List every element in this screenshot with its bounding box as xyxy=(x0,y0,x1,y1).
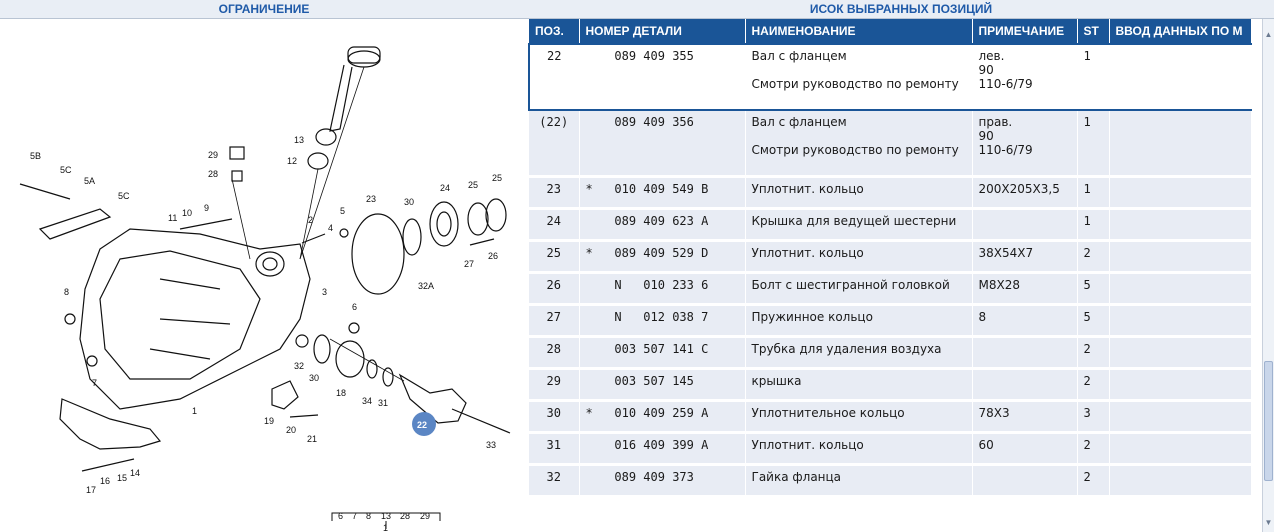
col-part-number[interactable]: НОМЕР ДЕТАЛИ xyxy=(579,19,745,44)
svg-text:32: 32 xyxy=(294,361,305,371)
svg-text:1: 1 xyxy=(383,523,389,532)
cell-note: M8X28 xyxy=(972,272,1077,304)
svg-text:27: 27 xyxy=(464,259,475,269)
cell-name: Вал с фланцем Смотри руководство по ремонту xyxy=(745,44,972,110)
scroll-up-icon[interactable]: ▲ xyxy=(1264,30,1273,39)
cell-name: крышка xyxy=(745,368,972,400)
table-row[interactable] xyxy=(529,368,1251,400)
table-header-row xyxy=(529,19,1251,44)
cell-name: Болт с шестигранной головкой xyxy=(745,272,972,304)
selected-positions-header xyxy=(528,0,1274,19)
cell-data-input[interactable] xyxy=(1109,240,1251,272)
cell-position: 23 xyxy=(529,176,579,208)
table-row[interactable] xyxy=(529,240,1251,272)
svg-text:10: 10 xyxy=(182,208,193,218)
cell-note: 38X54X7 xyxy=(972,240,1077,272)
cell-st: 3 xyxy=(1077,400,1109,432)
diagram-panel-title: ОГРАНИЧЕНИЕ xyxy=(218,2,310,16)
svg-text:25: 25 xyxy=(492,173,503,183)
cell-position: 32 xyxy=(529,464,579,496)
svg-text:5C: 5C xyxy=(60,165,72,175)
col-note[interactable]: ПРИМЕЧАНИЕ xyxy=(972,19,1077,44)
cell-position: 27 xyxy=(529,304,579,336)
cell-st: 2 xyxy=(1077,368,1109,400)
cell-st: 5 xyxy=(1077,304,1109,336)
cell-data-input[interactable] xyxy=(1109,110,1251,176)
cell-data-input[interactable] xyxy=(1109,400,1251,432)
svg-text:15: 15 xyxy=(117,473,128,483)
cell-part-number: 089 409 373 xyxy=(579,464,745,496)
svg-text:21: 21 xyxy=(307,434,318,444)
svg-text:14: 14 xyxy=(130,468,141,478)
table-row[interactable] xyxy=(529,176,1251,208)
cell-name: Гайка фланца xyxy=(745,464,972,496)
cell-name: Уплотнительное кольцо xyxy=(745,400,972,432)
cell-name: Вал с фланцем Смотри руководство по ремонту xyxy=(745,110,972,176)
cell-note: 8 xyxy=(972,304,1077,336)
cell-note: прав. 90 110-6/79 xyxy=(972,110,1077,176)
cell-position: 24 xyxy=(529,208,579,240)
cell-data-input[interactable] xyxy=(1109,304,1251,336)
cell-part-number: N 012 038 7 xyxy=(579,304,745,336)
cell-position: 29 xyxy=(529,368,579,400)
table-row[interactable] xyxy=(529,400,1251,432)
cell-part-number: * 010 409 549 B xyxy=(579,176,745,208)
cell-part-number: 089 409 356 xyxy=(579,110,745,176)
svg-text:5C: 5C xyxy=(118,191,130,201)
cell-data-input[interactable] xyxy=(1109,432,1251,464)
diagram-panel-header xyxy=(0,0,528,19)
svg-text:17: 17 xyxy=(86,485,97,495)
svg-text:4: 4 xyxy=(328,223,334,233)
cell-part-number: * 089 409 529 D xyxy=(579,240,745,272)
svg-text:5B: 5B xyxy=(30,151,42,161)
table-row[interactable] xyxy=(529,336,1251,368)
col-st[interactable]: ST xyxy=(1077,19,1109,44)
svg-text:30: 30 xyxy=(404,197,415,207)
cell-data-input[interactable] xyxy=(1109,176,1251,208)
cell-note: 78X3 xyxy=(972,400,1077,432)
cell-data-input[interactable] xyxy=(1109,44,1251,110)
cell-position: (22) xyxy=(529,110,579,176)
cell-st: 1 xyxy=(1077,110,1109,176)
cell-note: лев. 90 110-6/79 xyxy=(972,44,1077,110)
footer-reference xyxy=(332,511,440,532)
cell-st: 5 xyxy=(1077,272,1109,304)
svg-text:29: 29 xyxy=(420,511,431,521)
svg-text:32A: 32A xyxy=(418,281,435,291)
col-name[interactable]: НАИМЕНОВАНИЕ xyxy=(745,19,972,44)
cell-part-number: 016 409 399 A xyxy=(579,432,745,464)
cell-position: 25 xyxy=(529,240,579,272)
svg-text:16: 16 xyxy=(100,476,111,486)
cell-note xyxy=(972,368,1077,400)
svg-text:18: 18 xyxy=(336,388,347,398)
gearbox-exploded-view[interactable] xyxy=(0,19,528,532)
svg-text:11: 11 xyxy=(168,213,178,223)
svg-text:19: 19 xyxy=(264,416,275,426)
svg-text:5A: 5A xyxy=(84,176,96,186)
cell-position: 22 xyxy=(529,44,579,110)
parts-diagram[interactable] xyxy=(0,19,528,532)
cell-name: Крышка для ведущей шестерни xyxy=(745,208,972,240)
cell-st: 2 xyxy=(1077,432,1109,464)
svg-text:22: 22 xyxy=(417,420,428,430)
cell-data-input[interactable] xyxy=(1109,208,1251,240)
cell-name: Уплотнит. кольцо xyxy=(745,432,972,464)
cell-st: 2 xyxy=(1077,464,1109,496)
svg-text:8: 8 xyxy=(64,287,70,297)
svg-text:8: 8 xyxy=(366,511,372,521)
table-row[interactable] xyxy=(529,44,1251,110)
table-row[interactable] xyxy=(529,272,1251,304)
svg-text:13: 13 xyxy=(381,511,392,521)
svg-text:7: 7 xyxy=(352,511,358,521)
svg-text:6: 6 xyxy=(338,511,344,521)
cell-st: 2 xyxy=(1077,240,1109,272)
cell-data-input[interactable] xyxy=(1109,272,1251,304)
table-row[interactable] xyxy=(529,432,1251,464)
cell-st: 2 xyxy=(1077,336,1109,368)
cell-position: 28 xyxy=(529,336,579,368)
svg-text:28: 28 xyxy=(400,511,411,521)
svg-text:7: 7 xyxy=(92,378,98,388)
parts-table xyxy=(528,19,1252,498)
cell-note: 200X205X3,5 xyxy=(972,176,1077,208)
svg-text:12: 12 xyxy=(287,156,298,166)
svg-text:26: 26 xyxy=(488,251,499,261)
col-data-input[interactable]: ВВОД ДАННЫХ ПО М xyxy=(1109,19,1251,44)
svg-text:1: 1 xyxy=(192,406,198,416)
svg-text:25: 25 xyxy=(468,180,479,190)
svg-text:30: 30 xyxy=(309,373,320,383)
cell-st: 1 xyxy=(1077,208,1109,240)
cell-position: 26 xyxy=(529,272,579,304)
table-row[interactable] xyxy=(529,464,1251,496)
selected-positions-title: ИСОК ВЫБРАННЫХ ПОЗИЦИЙ xyxy=(809,2,993,16)
col-position[interactable]: ПОЗ. xyxy=(529,19,579,44)
svg-text:34: 34 xyxy=(362,396,373,406)
svg-text:2: 2 xyxy=(308,215,314,225)
svg-text:5: 5 xyxy=(340,206,346,216)
svg-text:13: 13 xyxy=(294,135,305,145)
cell-part-number: 003 507 145 xyxy=(579,368,745,400)
cell-data-input[interactable] xyxy=(1109,464,1251,496)
cell-name: Уплотнит. кольцо xyxy=(745,176,972,208)
svg-text:20: 20 xyxy=(286,425,297,435)
cell-part-number: 003 507 141 C xyxy=(579,336,745,368)
cell-note: 60 xyxy=(972,432,1077,464)
cell-note xyxy=(972,208,1077,240)
cell-data-input[interactable] xyxy=(1109,336,1251,368)
svg-text:28: 28 xyxy=(208,169,219,179)
cell-name: Уплотнит. кольцо xyxy=(745,240,972,272)
table-row[interactable] xyxy=(529,110,1251,176)
cell-part-number: 089 409 623 A xyxy=(579,208,745,240)
cell-part-number: 089 409 355 xyxy=(579,44,745,110)
cell-part-number: N 010 233 6 xyxy=(579,272,745,304)
cell-position: 31 xyxy=(529,432,579,464)
svg-text:9: 9 xyxy=(204,203,210,213)
svg-text:3: 3 xyxy=(322,287,328,297)
svg-text:23: 23 xyxy=(366,194,377,204)
svg-text:31: 31 xyxy=(378,398,389,408)
svg-text:24: 24 xyxy=(440,183,451,193)
cell-name: Пружинное кольцо xyxy=(745,304,972,336)
svg-text:33: 33 xyxy=(486,440,497,450)
table-row[interactable] xyxy=(529,304,1251,336)
scroll-down-icon[interactable]: ▼ xyxy=(1264,518,1273,527)
svg-text:6: 6 xyxy=(352,302,358,312)
selected-positions-table-panel[interactable] xyxy=(528,19,1262,532)
table-row[interactable] xyxy=(529,208,1251,240)
cell-note xyxy=(972,464,1077,496)
cell-name: Трубка для удаления воздуха xyxy=(745,336,972,368)
svg-text:29: 29 xyxy=(208,150,219,160)
vertical-scrollbar[interactable] xyxy=(1262,19,1274,532)
cell-note xyxy=(972,336,1077,368)
scrollbar-thumb[interactable] xyxy=(1264,361,1273,481)
cell-st: 1 xyxy=(1077,44,1109,110)
cell-part-number: * 010 409 259 A xyxy=(579,400,745,432)
cell-st: 1 xyxy=(1077,176,1109,208)
cell-position: 30 xyxy=(529,400,579,432)
cell-data-input[interactable] xyxy=(1109,368,1251,400)
